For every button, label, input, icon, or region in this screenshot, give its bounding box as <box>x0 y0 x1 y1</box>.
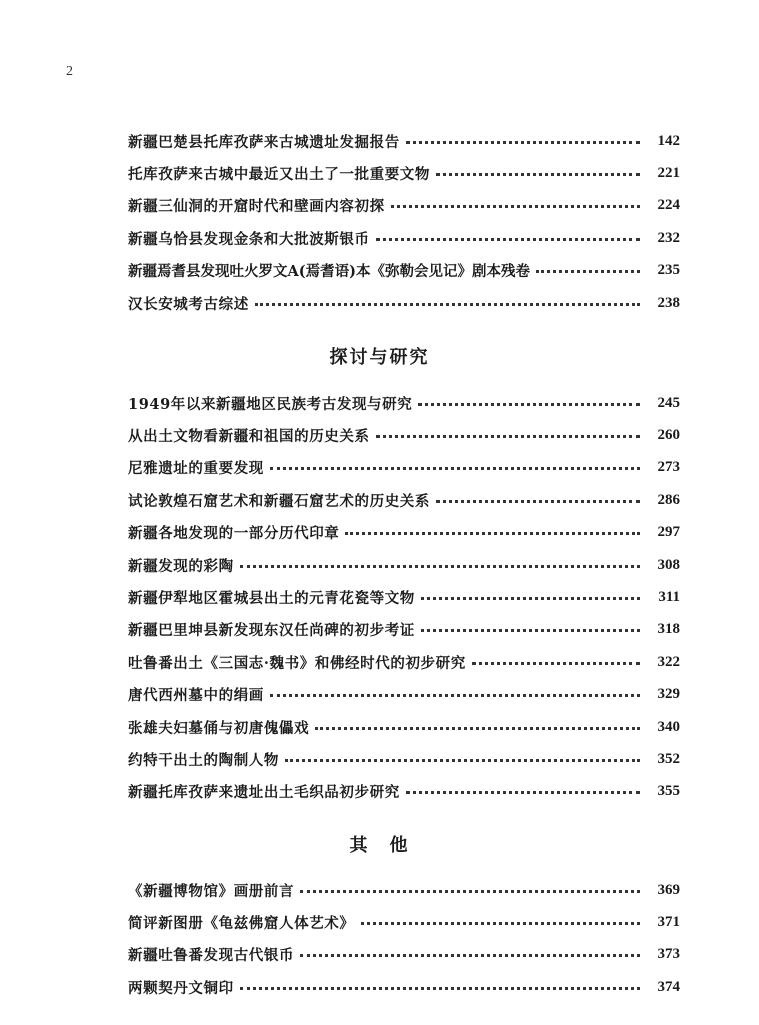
toc-entry-page: 329 <box>657 686 680 703</box>
toc-leader-dots <box>436 500 640 503</box>
toc-entry-page: 374 <box>657 978 680 995</box>
toc-group-other <box>128 874 680 1004</box>
toc-entry[interactable] <box>128 776 680 808</box>
toc-leader-dots <box>285 759 640 762</box>
toc-leader-dots <box>421 597 640 600</box>
toc-entry-page: 260 <box>657 427 680 444</box>
toc-entry-page: 286 <box>657 491 680 508</box>
toc-entry-title: 新疆乌恰县发现金条和大批波斯银币 <box>128 230 370 248</box>
toc-entry[interactable] <box>128 255 680 287</box>
toc-entry-page: 232 <box>657 229 680 246</box>
toc-leader-dots <box>361 922 641 925</box>
toc-entry[interactable] <box>128 517 680 549</box>
toc-entry-page: 355 <box>657 783 680 800</box>
toc-leader-dots <box>391 205 640 208</box>
toc-entry-page: 245 <box>657 394 680 411</box>
toc-entry-title: 新疆焉耆县发现吐火罗文A(焉耆语)本《弥勒会见记》剧本残卷 <box>128 263 530 281</box>
toc-entry-title: 新疆发现的彩陶 <box>128 557 234 575</box>
toc-leader-dots <box>345 532 640 535</box>
toc-entry-page: 322 <box>657 653 680 670</box>
toc-entry[interactable] <box>128 711 680 743</box>
toc-entry[interactable] <box>128 190 680 222</box>
toc-entry-page: 142 <box>657 132 680 149</box>
toc-entry-page: 311 <box>658 589 680 606</box>
toc-entry[interactable] <box>128 939 680 971</box>
toc-entry-title: 唐代西州墓中的绢画 <box>128 687 264 705</box>
toc-entry[interactable] <box>128 679 680 711</box>
toc-entry[interactable] <box>128 157 680 189</box>
toc-leader-dots <box>376 435 640 438</box>
toc-entry[interactable] <box>128 549 680 581</box>
toc-entry-title: 试论敦煌石窟艺术和新疆石窟艺术的历史关系 <box>128 492 430 510</box>
toc-entry-page: 273 <box>657 459 680 476</box>
toc-entry[interactable] <box>128 419 680 451</box>
toc-entry[interactable] <box>128 971 680 1003</box>
section-heading-research: 探讨与研究 <box>329 347 430 368</box>
toc-entry-title: 约特干出土的陶制人物 <box>128 751 279 769</box>
toc-entry-page: 373 <box>657 946 680 963</box>
toc-group-reports <box>128 125 680 319</box>
toc-entry-title: 新疆各地发现的一部分历代印章 <box>128 525 340 543</box>
toc-entry-page: 352 <box>657 750 680 767</box>
toc-entry[interactable] <box>128 743 680 775</box>
toc-entry-title: 新疆三仙洞的开窟时代和壁画内容初探 <box>128 198 385 216</box>
toc-leader-dots <box>270 467 640 470</box>
toc-leader-dots <box>315 727 640 730</box>
toc-entry-title: 吐鲁番出土《三国志·魏书》和佛经时代的初步研究 <box>128 654 466 672</box>
toc-entry-title: 汉长安城考古综述 <box>128 295 249 313</box>
toc-leader-dots <box>418 403 640 406</box>
toc-entry-title: 1949年以来新疆地区民族考古发现与研究 <box>128 395 413 413</box>
toc-entry[interactable] <box>128 581 680 613</box>
toc-entry-title: 新疆巴楚县托库孜萨来古城遗址发掘报告 <box>128 133 400 151</box>
toc-leader-dots <box>436 173 640 176</box>
toc-entry-page: 238 <box>657 294 680 311</box>
toc-entry[interactable] <box>128 452 680 484</box>
toc-leader-dots <box>300 954 640 957</box>
toc-leader-dots <box>240 987 640 990</box>
toc-entry-title: 张雄夫妇墓俑与初唐傀儡戏 <box>128 719 310 737</box>
toc-entry-page: 369 <box>657 881 680 898</box>
toc-entry[interactable] <box>128 125 680 157</box>
toc-leader-dots <box>536 270 640 273</box>
toc-entry-title: 《新疆博物馆》画册前言 <box>128 882 295 900</box>
toc-leader-dots <box>255 303 640 306</box>
toc-entry-page: 224 <box>657 197 680 214</box>
toc-entry[interactable] <box>128 646 680 678</box>
toc-entry[interactable] <box>128 222 680 254</box>
toc-leader-dots <box>240 565 640 568</box>
toc-entry[interactable] <box>128 387 680 419</box>
section-heading-other: 其他 <box>349 835 430 856</box>
toc-entry-page: 371 <box>657 914 680 931</box>
toc-entry-page: 308 <box>657 556 680 573</box>
toc-entry-page: 340 <box>657 718 680 735</box>
toc-leader-dots <box>406 791 640 794</box>
toc-group-research <box>128 387 680 808</box>
toc-entry[interactable] <box>128 614 680 646</box>
toc-leader-dots <box>270 694 640 697</box>
toc-entry-title: 新疆伊犁地区霍城县出土的元青花瓷等文物 <box>128 590 415 608</box>
toc-entry-page: 318 <box>657 621 680 638</box>
toc-entry[interactable] <box>128 906 680 938</box>
toc-leader-dots <box>376 238 640 241</box>
toc-entry[interactable] <box>128 874 680 906</box>
toc-leader-dots <box>421 629 640 632</box>
toc-entry-title: 从出土文物看新疆和祖国的历史关系 <box>128 428 370 446</box>
toc-entry-page: 221 <box>657 165 680 182</box>
toc-entry-title: 托库孜萨来古城中最近又出土了一批重要文物 <box>128 166 430 184</box>
toc-entry-title: 新疆托库孜萨来遗址出土毛织品初步研究 <box>128 784 400 802</box>
toc-entry-title: 新疆巴里坤县新发现东汉任尚碑的初步考证 <box>128 622 415 640</box>
toc-entry-title: 尼雅遗址的重要发现 <box>128 460 264 478</box>
toc-entry[interactable] <box>128 287 680 319</box>
page-number: 2 <box>66 64 73 79</box>
toc-entry-page: 297 <box>657 524 680 541</box>
toc-leader-dots <box>300 890 640 893</box>
toc-leader-dots <box>406 141 640 144</box>
toc-entry-page: 235 <box>657 262 680 279</box>
toc-leader-dots <box>472 662 640 665</box>
toc-entry-title: 两颗契丹文铜印 <box>128 979 234 997</box>
toc-entry-title: 简评新图册《龟兹佛窟人体艺术》 <box>128 915 355 933</box>
toc-entry-title: 新疆吐鲁番发现古代银币 <box>128 947 295 965</box>
toc-entry[interactable] <box>128 484 680 516</box>
